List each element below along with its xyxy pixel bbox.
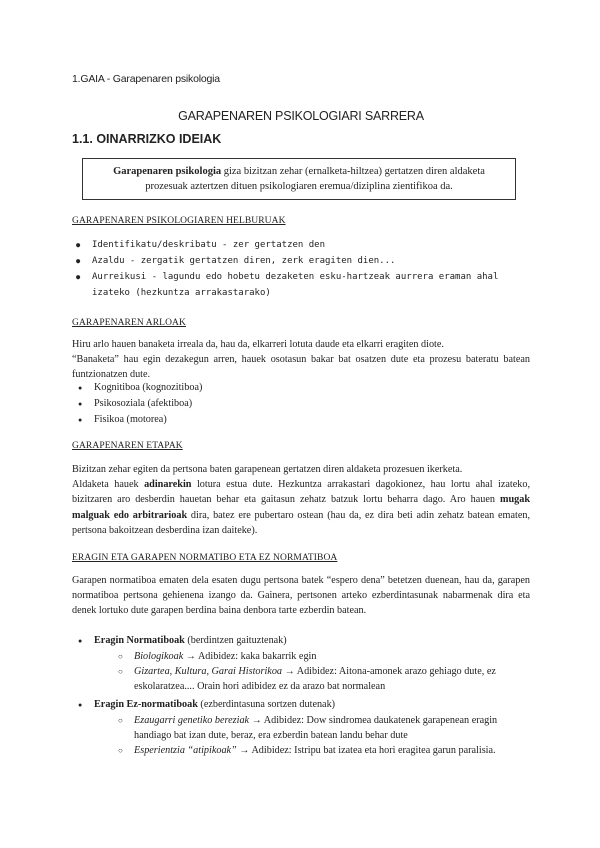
etapak-p2 — [72, 477, 530, 538]
text-italic: Biologikoak — [134, 651, 184, 662]
page-header: 1.GAIA - Garapenaren psikologia — [72, 73, 220, 85]
text-run: → Adibidez: kaka bakarrik egin — [183, 651, 317, 662]
arloak-p2: “Banaketa” hau egin dezakegun arren, hauek osotasun bakar bat osatzen dute eta prozesu bateratu batean funtzionatzen dute. — [72, 354, 530, 381]
text-run: dira, batez ere pubertaro ostean (hau da, ez dira beti adin zehatz batean ematen, pertsona bakoitzean desberdina izan daiteke). — [72, 509, 530, 536]
arloak-p1: Hiru arlo hauen banaketa irreala da, hau da, elkarreri lotuta daude eta elkarri eragiten diote. — [72, 339, 444, 350]
text-run: → Adibidez: Dow sindromea daukatenek garapenean eragin handiago bat izan dute, beraz, era ezberdin batean landu behar dute — [134, 715, 498, 742]
normatiboak-sublist — [72, 649, 530, 695]
helburuak-heading: GARAPENAREN PSIKOLOGIAREN HELBURUAK — [72, 216, 286, 226]
text-italic: Ezaugarri genetiko bereziak — [134, 715, 250, 726]
list-item — [72, 697, 530, 713]
helburuak-list — [72, 237, 530, 301]
text-bold: mugak malguak edo arbitrarioak — [72, 494, 530, 521]
text-bold: Eragin Normatiboak — [94, 635, 185, 646]
eragin-heading: ERAGIN ETA GARAPEN NORMATIBO ETA EZ NORMATIBOA — [72, 553, 338, 563]
definition-term: Garapenaren psikologia — [113, 166, 222, 177]
sub-item — [72, 743, 530, 758]
text-bold: Eragin Ez-normatiboak — [94, 699, 198, 710]
list-item: ● Aurreikusi - lagundu edo hobetu dezaketen esku-hartzeak aurrera eraman ahal izateko (hezkuntza arrakastarako) — [72, 269, 530, 301]
text-bold: adinarekin — [144, 479, 192, 491]
etapak-paragraph — [72, 462, 530, 538]
section-heading: 1.1. OINARRIZKO IDEIAK — [72, 132, 222, 146]
text-run: → Adibidez: Aitona-amonek arazo gehiago dute, ez eskolaratzea.... Orain hori adibidez ez da arazo bat normalean — [134, 666, 496, 693]
list-item: ● Kognitiboa (kognozitiboa) — [72, 380, 202, 396]
text-run: → Adibidez: Istripu bat izatea eta hori eragitea garun paralisia. — [236, 745, 496, 757]
list-item: ● Identifikatu/deskribatu - zer gertatzen den — [72, 237, 530, 253]
eragin-list-2 — [72, 697, 530, 713]
text-run: (ezberdintasuna sortzen dutenak) — [197, 699, 336, 710]
list-item: ● Azaldu - zergatik gertatzen diren, zerk eragiten dien... — [72, 253, 530, 269]
document-title: GARAPENAREN PSIKOLOGIARI SARRERA — [178, 109, 424, 123]
ez-normatiboak-sublist — [72, 713, 530, 759]
list-item: ● Psikosoziala (afektiboa) — [72, 396, 202, 412]
sub-item — [72, 713, 530, 743]
sub-item — [72, 664, 530, 694]
arloak-heading: GARAPENAREN ARLOAK — [72, 318, 186, 328]
etapak-heading: GARAPENAREN ETAPAK — [72, 441, 183, 451]
eragin-paragraph: Garapen normatiboa ematen dela esaten dugu pertsona batek “espero dena” betetzen duenean, hau da, garapen normatiboa pertsona gehienena izango da. Gainera, pertsonen arteko ezberdintasunak nabarmenak dira eta denek lortuko dute garapen berdina baina denbora tarte ezberdin batean. — [72, 575, 530, 617]
list-item: ● Fisikoa (motorea) — [72, 412, 202, 428]
list-item — [72, 633, 530, 649]
text-italic: Esperientzia “atipikoak” — [134, 745, 237, 757]
definition-text: giza bizitzan zehar (ernalketa-hiltzea) gertatzen diren aldaketa prozesuak aztertzen dituen psikologiaren eremua/diziplina zientifikoa da. — [145, 166, 485, 192]
etapak-p1: Bizitzan zehar egiten da pertsona baten garapenean gertatzen diren aldaketa prozesuen ikerketa. — [72, 464, 463, 475]
text-run: lotura estua dute. Hezkuntza arrakastari dagokionez, hau lortu ahal izateko, bizitzaren aro desberdin hauetan behar eta gaitasun zehatz batzuk lortu beharra dago. Aro hauen — [72, 479, 530, 506]
arloak-paragraph — [72, 337, 530, 383]
definition-box — [82, 158, 516, 200]
sub-item — [72, 649, 530, 664]
text-italic: Gizartea, Kultura, Garai Historikoa — [134, 666, 283, 678]
eragin-list — [72, 633, 530, 649]
text-run: Aldaketa hauek — [72, 479, 145, 491]
text-run: (berdintzen gaituztenak) — [184, 635, 287, 646]
arloak-list — [72, 380, 202, 428]
